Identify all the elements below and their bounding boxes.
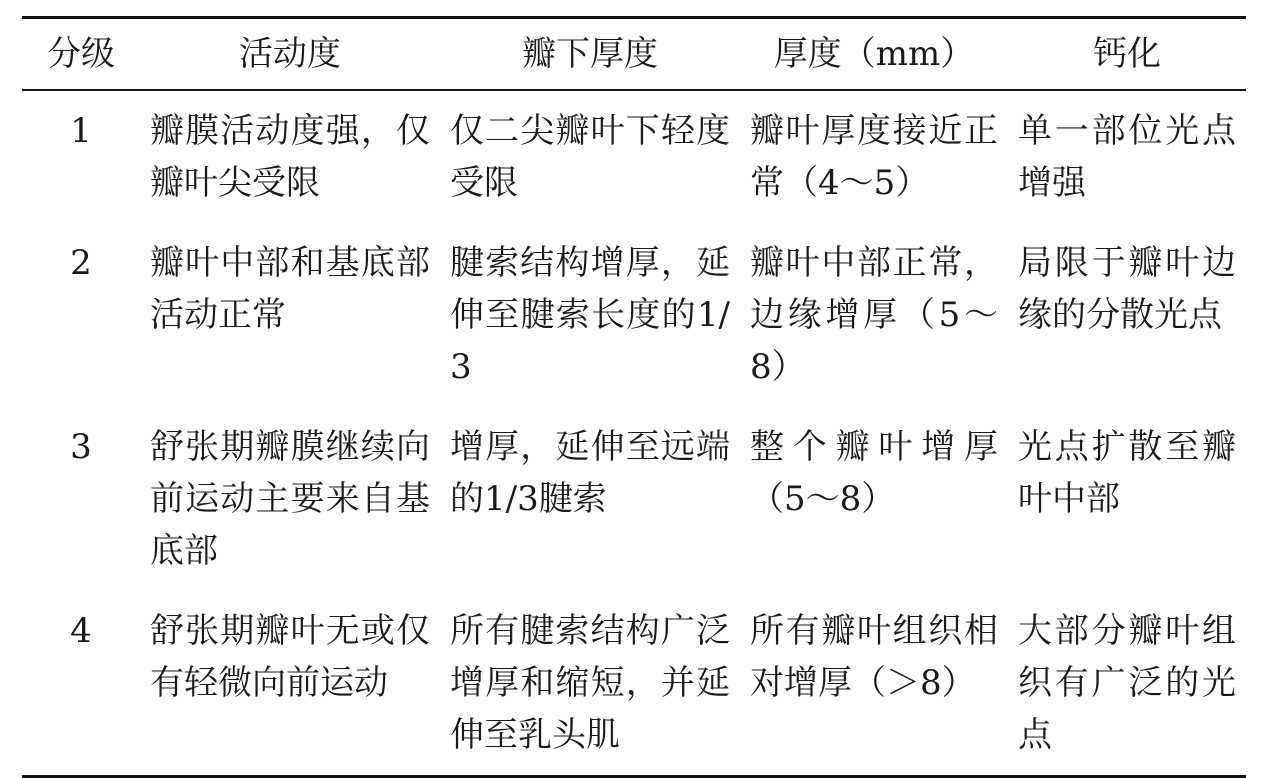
cell-calcification: 大部分瓣叶组织有广泛的光点 (1018, 611, 1236, 755)
cell-thickness: 所有瓣叶组织相对增厚（＞8） (750, 611, 998, 703)
header-thickness-mm: 厚度（mm） (773, 34, 975, 74)
cell-subvalvular: 仅二尖瓣叶下轻度受限 (450, 111, 730, 203)
table-row (22, 90, 1246, 223)
cell-calcification: 光点扩散至瓣叶中部 (1018, 427, 1236, 519)
cell-grade: 4 (70, 611, 92, 651)
table-row (22, 591, 1246, 777)
header-grade: 分级 (47, 34, 115, 74)
cell-subvalvular: 增厚，延伸至远端的1/3腱索 (450, 427, 730, 519)
cell-mobility: 舒张期瓣膜继续向前运动主要来自基底部 (150, 427, 430, 571)
cell-subvalvular: 所有腱索结构广泛增厚和缩短，并延伸至乳头肌 (450, 611, 730, 755)
table-header-row (22, 18, 1246, 91)
cell-grade: 3 (70, 427, 92, 467)
cell-thickness: 瓣叶中部正常，边缘增厚（5～8） (750, 243, 998, 387)
table-row (22, 223, 1246, 407)
cell-thickness: 整个瓣叶增厚（5～8） (750, 427, 998, 519)
header-calcification: 钙化 (1093, 34, 1161, 74)
grading-table-container (22, 16, 1246, 778)
cell-mobility: 瓣膜活动度强，仅瓣叶尖受限 (150, 111, 430, 203)
cell-calcification: 局限于瓣叶边缘的分散光点 (1018, 243, 1236, 335)
header-subvalvular-thickening: 瓣下厚度 (522, 34, 658, 74)
cell-thickness: 瓣叶厚度接近正常（4～5） (750, 111, 998, 203)
cell-subvalvular: 腱索结构增厚，延伸至腱索长度的1/3 (450, 243, 730, 387)
table-row (22, 407, 1246, 591)
cell-mobility: 瓣叶中部和基底部活动正常 (150, 243, 430, 335)
header-mobility: 活动度 (239, 34, 341, 74)
grading-table (22, 16, 1246, 778)
cell-calcification: 单一部位光点增强 (1018, 111, 1236, 203)
cell-grade: 2 (70, 243, 92, 283)
cell-grade: 1 (70, 111, 92, 151)
cell-mobility: 舒张期瓣叶无或仅有轻微向前运动 (150, 611, 430, 703)
